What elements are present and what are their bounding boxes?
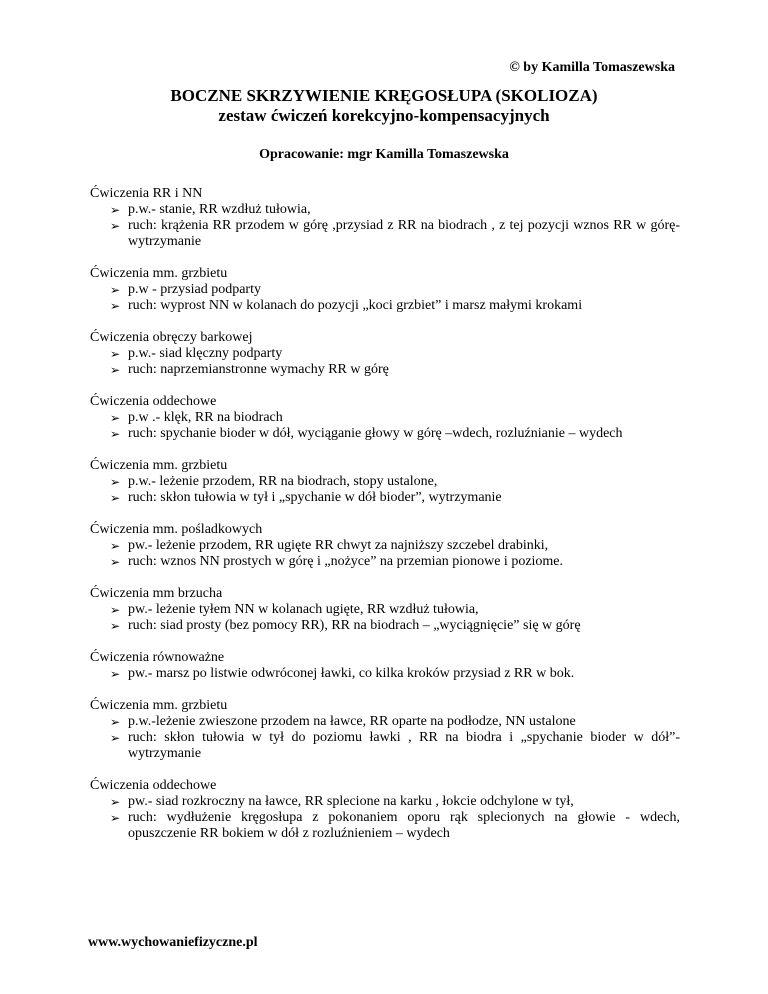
list-item-text: p.w.- siad klęczny podparty xyxy=(128,346,283,361)
document-subtitle: zestaw ćwiczeń korekcyjno-kompensacyjnych xyxy=(218,106,550,125)
list-item xyxy=(110,298,680,314)
list-item xyxy=(110,602,680,618)
list-item-text: p.w.- leżenie przodem, RR na biodrach, stopy ustalone, xyxy=(128,474,438,489)
document-title: BOCZNE SKRZYWIENIE KRĘGOSŁUPA (SKOLIOZA) xyxy=(170,86,598,105)
list-item xyxy=(110,714,680,730)
arrowhead-bullet-icon: ➢ xyxy=(110,203,121,217)
list-item xyxy=(110,218,680,250)
list-item xyxy=(110,554,680,570)
list-item-text: ruch: wydłużenie kręgosłupa z pokonaniem oporu rąk splecionych na głowie - wdech, opuszczenie RR bokiem w dół z rozluźnieniem – wydech xyxy=(128,810,680,841)
list-item xyxy=(110,282,680,298)
exercise-items xyxy=(90,410,680,442)
list-item xyxy=(110,538,680,554)
title-block xyxy=(0,86,768,126)
section-title: Ćwiczenia RR i NN xyxy=(90,186,203,201)
list-item-text: ruch: siad prosty (bez pomocy RR), RR na biodrach – „wyciągnięcie” się w górę xyxy=(128,618,581,633)
list-item-text: pw.- leżenie tyłem NN w kolanach ugięte, RR wzdłuż tułowia, xyxy=(128,602,479,617)
list-item-text: ruch: wyprost NN w kolanach do pozycji „koci grzbiet” i marsz małymi krokami xyxy=(128,298,583,313)
section-title: Ćwiczenia równoważne xyxy=(90,650,225,665)
footer-website: www.wychowaniefizyczne.pl xyxy=(88,935,258,950)
section-title: Ćwiczenia mm. grzbietu xyxy=(90,458,228,473)
exercise-items xyxy=(90,538,680,570)
list-item-text: p.w.- stanie, RR wzdłuż tułowia, xyxy=(128,202,311,217)
list-item xyxy=(110,346,680,362)
exercise-items xyxy=(90,666,680,682)
section-title: Ćwiczenia mm brzucha xyxy=(90,586,223,601)
arrowhead-bullet-icon: ➢ xyxy=(110,427,121,441)
list-item-text: ruch: skłon tułowia w tył do poziomu ławki , RR na biodra i „spychanie bioder w dół”- wytrzymanie xyxy=(128,730,680,761)
exercise-section xyxy=(90,586,680,634)
list-item xyxy=(110,794,680,810)
arrowhead-bullet-icon: ➢ xyxy=(110,555,121,569)
list-item xyxy=(110,618,680,634)
section-title: Ćwiczenia obręczy barkowej xyxy=(90,330,253,345)
list-item xyxy=(110,362,680,378)
exercise-section xyxy=(90,458,680,506)
section-title: Ćwiczenia oddechowe xyxy=(90,778,217,793)
list-item xyxy=(110,202,680,218)
exercise-items xyxy=(90,714,680,762)
list-item-text: pw.- marsz po listwie odwróconej ławki, co kilka kroków przysiad z RR w bok. xyxy=(128,666,575,681)
list-item-text: ruch: krążenia RR przodem w górę ,przysiad z RR na biodrach , z tej pozycji wznos RR w górę-wytrzymanie xyxy=(128,218,680,249)
exercise-section xyxy=(90,778,680,842)
exercise-section xyxy=(90,330,680,378)
list-item xyxy=(110,474,680,490)
list-item-text: pw.- leżenie przodem, RR ugięte RR chwyt za najniższy szczebel drabinki, xyxy=(128,538,549,553)
arrowhead-bullet-icon: ➢ xyxy=(110,347,121,361)
author-line: Opracowanie: mgr Kamilla Tomaszewska xyxy=(259,147,509,162)
section-title: Ćwiczenia oddechowe xyxy=(90,394,217,409)
arrowhead-bullet-icon: ➢ xyxy=(110,539,121,553)
exercise-section xyxy=(90,698,680,762)
list-item-text: p.w .- klęk, RR na biodrach xyxy=(128,410,283,425)
exercise-section xyxy=(90,650,680,682)
list-item xyxy=(110,810,680,842)
list-item-text: ruch: spychanie bioder w dół, wyciąganie głowy w górę –wdech, rozluźnianie – wydech xyxy=(128,426,623,441)
arrowhead-bullet-icon: ➢ xyxy=(110,715,121,729)
section-title: Ćwiczenia mm. grzbietu xyxy=(90,266,228,281)
arrowhead-bullet-icon: ➢ xyxy=(110,603,121,617)
arrowhead-bullet-icon: ➢ xyxy=(110,491,121,505)
exercise-section xyxy=(90,394,680,442)
list-item-text: ruch: naprzemianstronne wymachy RR w górę xyxy=(128,362,389,377)
list-item xyxy=(110,410,680,426)
exercise-items xyxy=(90,794,680,842)
list-item-text: ruch: wznos NN prostych w górę i „nożyce” na przemian pionowe i poziome. xyxy=(128,554,564,569)
list-item xyxy=(110,730,680,762)
list-item xyxy=(110,666,680,682)
list-item-text: pw.- siad rozkroczny na ławce, RR splecione na karku , łokcie odchylone w tył, xyxy=(128,794,574,809)
arrowhead-bullet-icon: ➢ xyxy=(110,731,121,745)
exercise-items xyxy=(90,346,680,378)
exercise-list xyxy=(90,186,680,858)
section-title: Ćwiczenia mm. pośladkowych xyxy=(90,522,263,537)
arrowhead-bullet-icon: ➢ xyxy=(110,475,121,489)
exercise-section xyxy=(90,522,680,570)
copyright-notice: © by Kamilla Tomaszewska xyxy=(509,60,675,75)
exercise-items xyxy=(90,602,680,634)
arrowhead-bullet-icon: ➢ xyxy=(110,219,121,233)
arrowhead-bullet-icon: ➢ xyxy=(110,299,121,313)
list-item xyxy=(110,426,680,442)
arrowhead-bullet-icon: ➢ xyxy=(110,795,121,809)
list-item-text: p.w - przysiad podparty xyxy=(128,282,261,297)
list-item-text: p.w.-leżenie zwieszone przodem na ławce, RR oparte na podłodze, NN ustalone xyxy=(128,714,576,729)
arrowhead-bullet-icon: ➢ xyxy=(110,283,121,297)
exercise-items xyxy=(90,202,680,250)
exercise-items xyxy=(90,282,680,314)
list-item-text: ruch: skłon tułowia w tył i „spychanie w dół bioder”, wytrzymanie xyxy=(128,490,502,505)
arrowhead-bullet-icon: ➢ xyxy=(110,667,121,681)
exercise-section xyxy=(90,266,680,314)
list-item xyxy=(110,490,680,506)
exercise-items xyxy=(90,474,680,506)
section-title: Ćwiczenia mm. grzbietu xyxy=(90,698,228,713)
arrowhead-bullet-icon: ➢ xyxy=(110,811,121,825)
arrowhead-bullet-icon: ➢ xyxy=(110,363,121,377)
arrowhead-bullet-icon: ➢ xyxy=(110,411,121,425)
exercise-section xyxy=(90,186,680,250)
arrowhead-bullet-icon: ➢ xyxy=(110,619,121,633)
